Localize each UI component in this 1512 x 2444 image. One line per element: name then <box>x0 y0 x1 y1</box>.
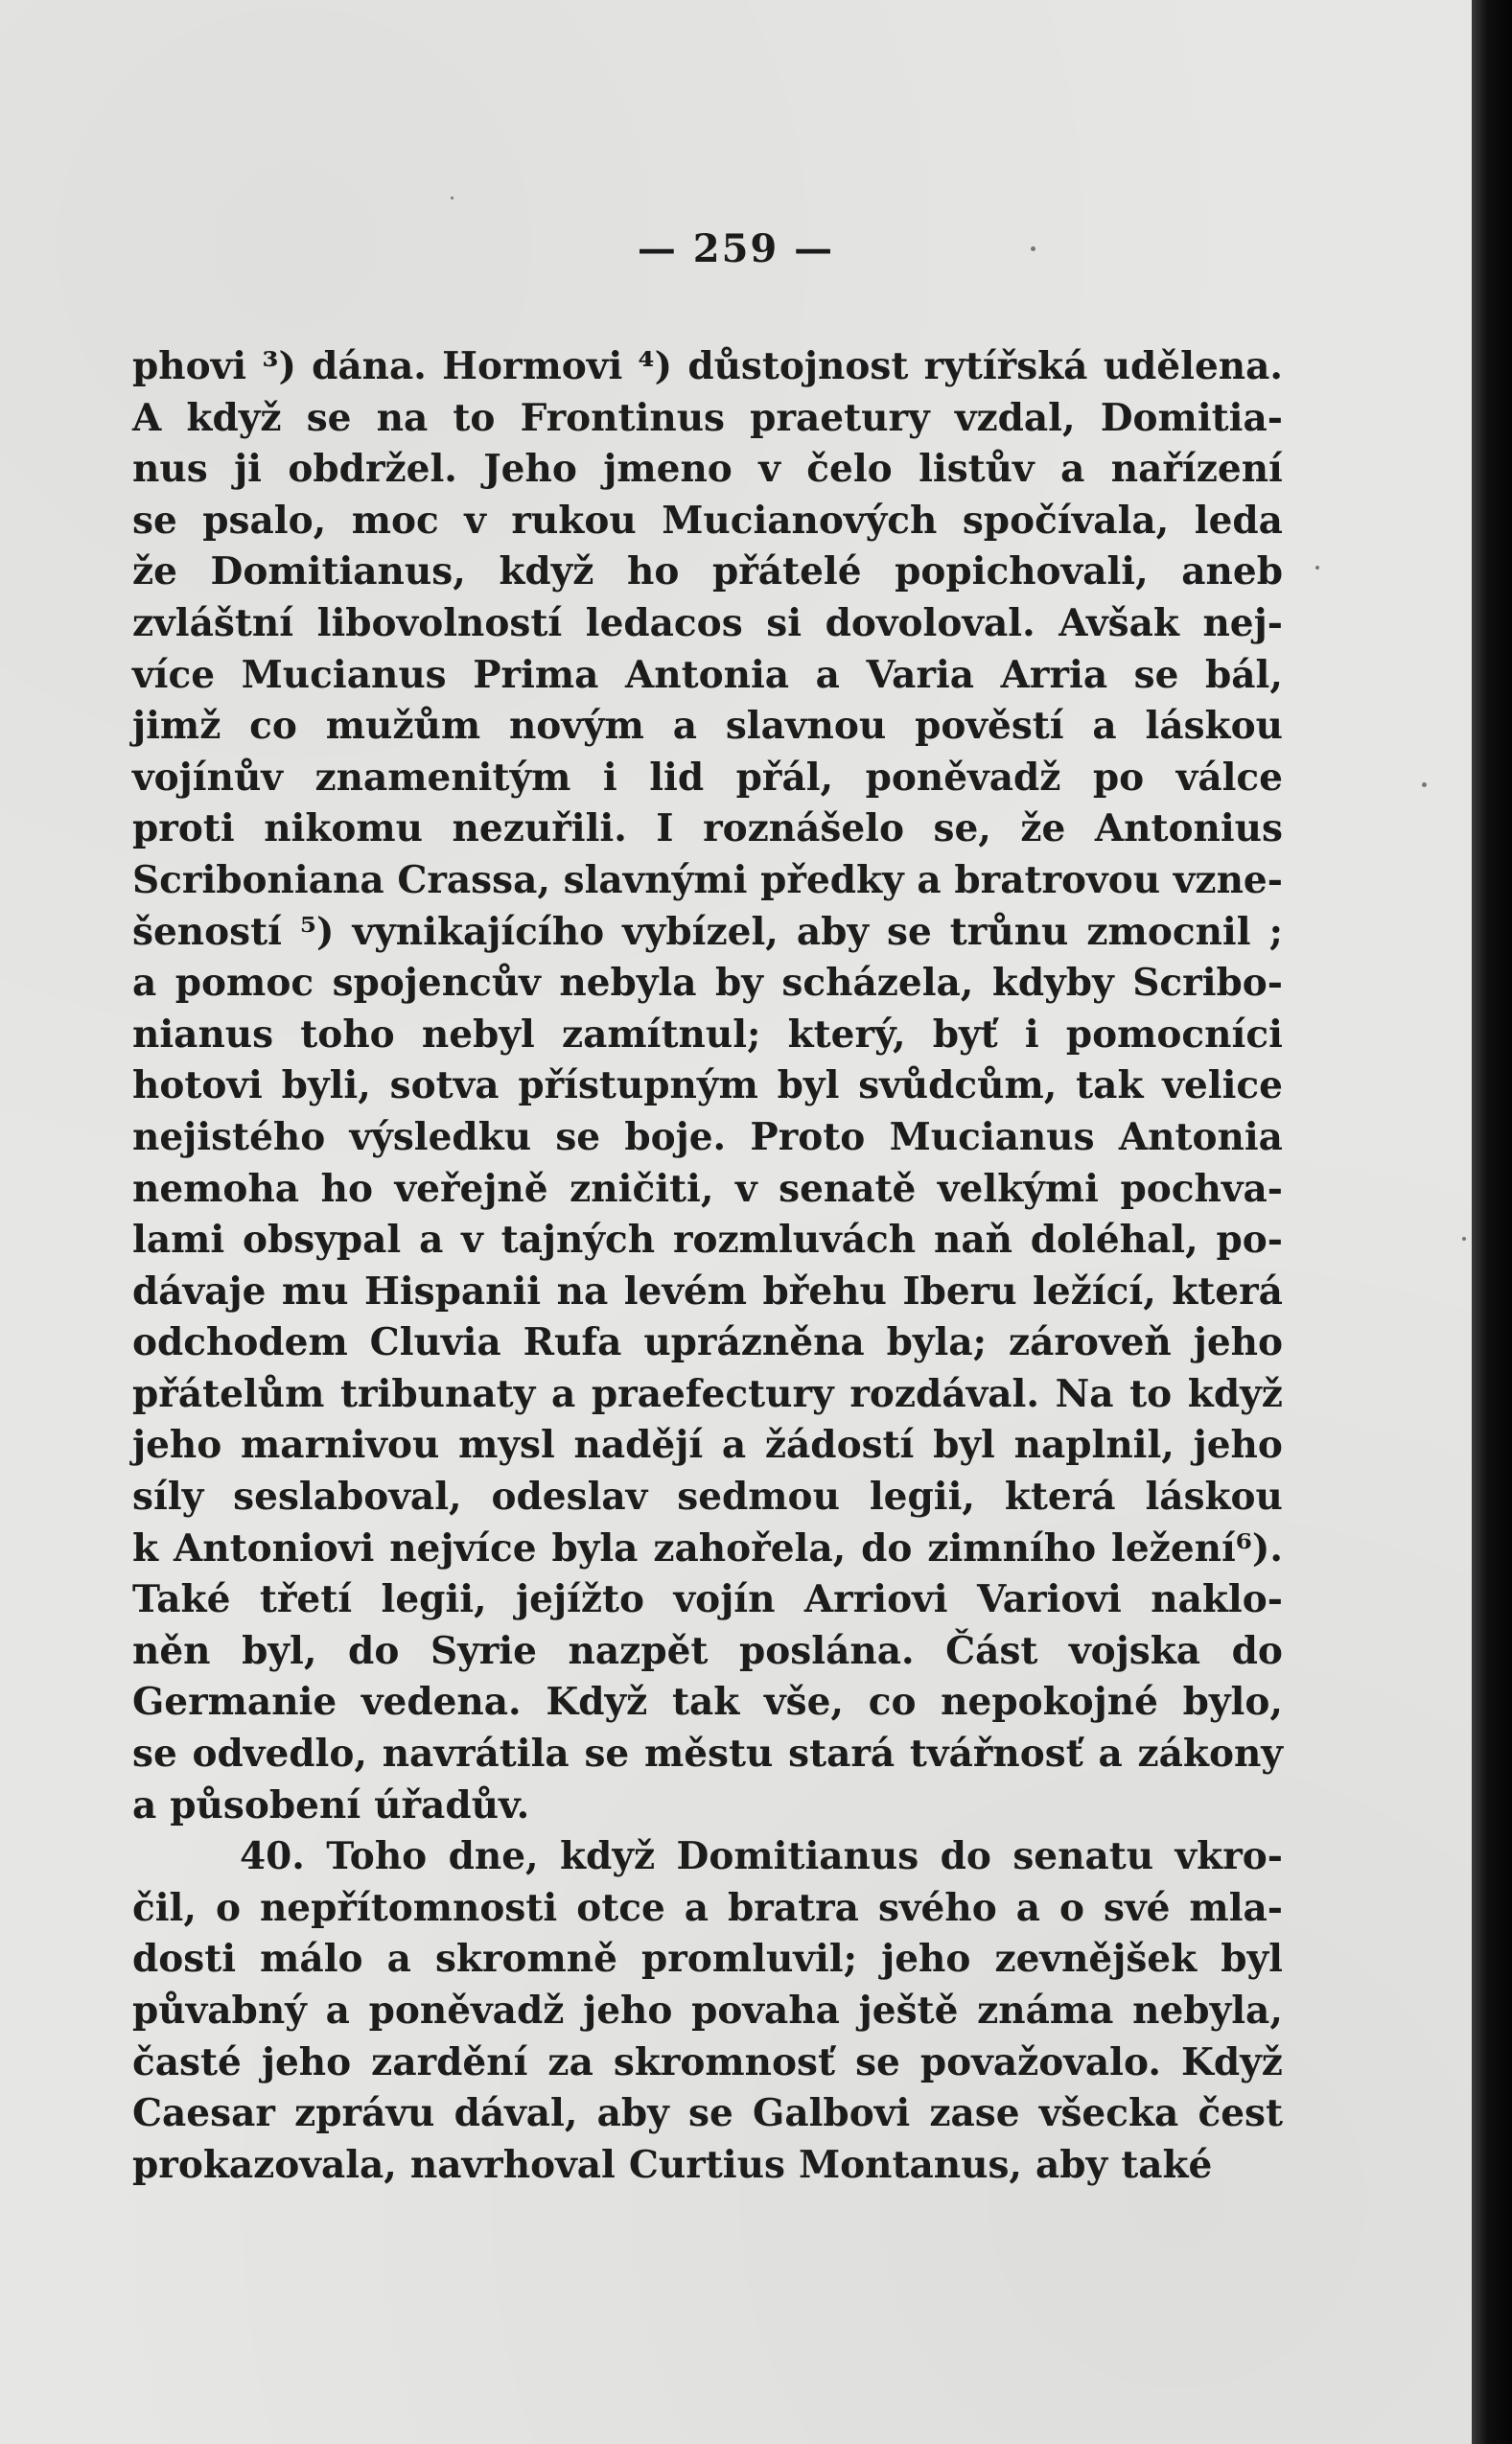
text-line: lami obsypal a v tajných rozmluvách naň doléhal, po- <box>132 1218 1283 1263</box>
text-line: se psalo, moc v rukou Mucianových spočívala, leda <box>132 498 1283 543</box>
body-text <box>132 341 1283 2191</box>
text-line: hotovi byli, sotva přístupným byl svůdcům, tak velice <box>132 1063 1283 1108</box>
text-line: a pomoc spojencův nebyla by scházela, kdyby Scribo- <box>132 961 1283 1006</box>
text-line: jimž co mužům novým a slavnou pověstí a láskou <box>132 704 1283 749</box>
paper-speck <box>1031 246 1035 251</box>
text-line: šeností ⁵) vynikajícího vybízel, aby se trůnu zmocnil ; <box>132 909 1283 954</box>
text-line: se odvedlo, navrátila se městu stará tvářnosť a zákony <box>132 1732 1283 1777</box>
text-line: že Domitianus, když ho přátelé popichovali, aneb <box>132 549 1283 594</box>
text-line: Scriboniana Crassa, slavnými předky a bratrovou vzne- <box>132 857 1283 902</box>
text-line: přátelům tribunaty a praefectury rozdával. Na to když <box>132 1371 1283 1416</box>
paper-speck <box>1462 1237 1466 1241</box>
text-line: nejistého výsledku se boje. Proto Mucianus Antonia <box>132 1114 1283 1159</box>
page-number: — 259 — <box>637 226 835 271</box>
text-line: vojínův znamenitým i lid přál, poněvadž po válce <box>132 755 1283 800</box>
text-line: dosti málo a skromně promluvil; jeho zevnějšek byl <box>132 1937 1283 1982</box>
text-line: čil, o nepřítomnosti otce a bratra svého a o své mla- <box>132 1885 1283 1930</box>
text-line: nemoha ho veřejně zničiti, v senatě velkými pochva- <box>132 1166 1283 1211</box>
text-line: prokazovala, navrhoval Curtius Montanus, aby také <box>132 2142 1213 2187</box>
text-line: síly seslaboval, odeslav sedmou legii, která láskou <box>132 1475 1283 1520</box>
text-line: více Mucianus Prima Antonia a Varia Arria se bál, <box>132 652 1283 697</box>
text-line: Germanie vedena. Když tak vše, co nepokojné bylo, <box>132 1680 1283 1725</box>
text-line: 40. Toho dne, když Domitianus do senatu vkro- <box>240 1834 1283 1879</box>
text-line: jeho marnivou mysl nadějí a žádostí byl naplnil, jeho <box>132 1423 1283 1468</box>
text-line: něn byl, do Syrie nazpět poslána. Část vojska do <box>132 1628 1283 1673</box>
paper-speck <box>1315 566 1319 570</box>
text-line: a působení úřadův. <box>132 1782 530 1827</box>
text-line: Také třetí legii, jejížto vojín Arriovi Variovi naklo- <box>132 1577 1283 1622</box>
text-line: proti nikomu nezuřili. I roznášelo se, že Antonius <box>132 806 1283 851</box>
text-line: k Antoniovi nejvíce byla zahořela, do zimního ležení⁶). <box>132 1525 1283 1571</box>
text-line: časté jeho zardění za skromnosť se považovalo. Když <box>132 2039 1283 2084</box>
text-line: phovi ³) dána. Hormovi ⁴) důstojnost rytířská udělena. <box>132 344 1283 388</box>
text-line: nus ji obdržel. Jeho jmeno v čelo listův a nařízení <box>132 447 1283 492</box>
text-line: dávaje mu Hispanii na levém břehu Iberu ležící, která <box>132 1269 1283 1314</box>
text-line: zvláštní libovolností ledacos si dovoloval. Avšak nej- <box>132 600 1283 645</box>
text-line: Caesar zprávu dával, aby se Galbovi zase všecka čest <box>132 2091 1283 2136</box>
text-line: odchodem Cluvia Rufa uprázněna byla; zároveň jeho <box>132 1320 1283 1365</box>
paper-speck <box>1422 782 1427 787</box>
text-line: A když se na to Frontinus praetury vzdal, Domitia- <box>132 395 1283 440</box>
paper-speck <box>451 197 454 199</box>
page-edge <box>1472 0 1512 2444</box>
text-line: půvabný a poněvadž jeho povaha ještě známa nebyla, <box>132 1989 1283 2033</box>
text-line: nianus toho nebyl zamítnul; který, byť i pomocníci <box>132 1012 1283 1057</box>
